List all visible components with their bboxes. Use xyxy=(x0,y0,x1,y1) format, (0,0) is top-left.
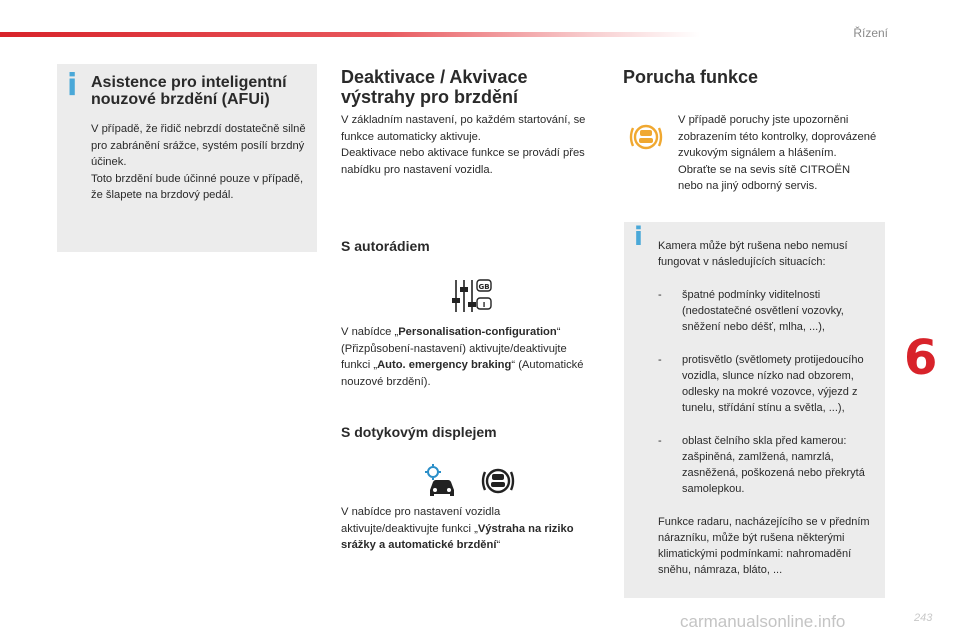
malfunction-text: V případě poruchy jste upozorněni zobrazením této kontrolky, doprovázené zvukovým signálem a hlášením. Obraťte se na sevis sítě CITROËN nebo na jiný odborný servis. xyxy=(678,114,877,192)
list-item: - oblast čelního skla před kamerou: zašpiněná, zamlžená, namrzlá, zasněžená, poškozená nebo překrytá samolepkou. xyxy=(658,434,865,496)
afui-info-box xyxy=(57,64,317,252)
collision-warning-icon xyxy=(480,463,516,499)
touchscreen-heading: S dotykovým displejem xyxy=(341,424,497,440)
info-icon: i xyxy=(634,222,643,252)
malfunction-title: Porucha funkce xyxy=(623,67,759,87)
camera-info-box xyxy=(624,222,885,598)
camera-text xyxy=(658,222,882,595)
chapter-number: 6 xyxy=(904,330,938,386)
function-name: Auto. emergency braking xyxy=(377,359,512,371)
car-settings-icon xyxy=(424,463,460,499)
chapter-label: Řízení xyxy=(853,26,888,40)
deactivation-title: Deaktivace / Akvivace výstrahy pro brzdění xyxy=(341,67,528,107)
language-badge-gb: GB xyxy=(478,283,490,291)
function-name: Výstraha na riziko srážky a automatické brzdění xyxy=(341,522,574,551)
touchscreen-instructions: V nabídce pro nastavení vozidla aktivujte/deaktivujte funkci „Výstraha na riziko srážky a automatické brzdění“ xyxy=(341,506,574,551)
language-badge-i: I xyxy=(482,301,486,309)
camera-outro: Funkce radaru, nacházejícího se v předním nárazníku, může být rušena některými klimatickými podmínkami: nahromadění sněhu, námraza, bláto, ... xyxy=(658,515,870,577)
camera-intro: Kamera může být rušena nebo nemusí fungovat v následujících situacích: xyxy=(658,240,848,269)
radio-instructions: V nabídce „Personalisation-configuration“ (Přizpůsobení-nastavení) aktivujte/deaktivujte funkci „Auto. emergency braking“ (Automatické nouzové brzdění). xyxy=(341,326,584,388)
afui-title: Asistence pro inteligentní nouzové brzdění (AFUi) xyxy=(91,74,287,108)
deactivation-text: V základním nastavení, po každém startování, se funkce automaticky aktivuje. Deaktivace nebo aktivace funkce se provádí přes nabídku pro nastavení vozidla. xyxy=(341,114,586,176)
page-number: 243 xyxy=(914,612,933,624)
info-icon: i xyxy=(67,68,78,103)
menu-name: Personalisation-configuration xyxy=(398,326,557,338)
list-item: - špatné podmínky viditelnosti (nedostatečné osvětlení vozovky, sněžení nebo déšť, mlha, ...), xyxy=(658,288,844,334)
header-accent-bar xyxy=(0,32,700,37)
list-item: - protisvětlo (světlomety protijedoucího vozidla, slunce nízko nad obzorem, odlesky na mokré vozovce, výjezd z tunelu, střídání stínu a světla, ...), xyxy=(658,353,864,415)
afui-text: V případě, že řidič nebrzdí dostatečně silně pro zabránění srážce, systém posílí brzdný účinek. Toto brzdění bude účinné pouze v případě, že šlapete na brzdový pedál. xyxy=(91,123,306,201)
settings-sliders-icon xyxy=(451,278,493,314)
watermark: carmanualsonline.info xyxy=(680,612,846,631)
radio-heading: S autorádiem xyxy=(341,238,430,254)
collision-warning-icon xyxy=(628,120,664,154)
